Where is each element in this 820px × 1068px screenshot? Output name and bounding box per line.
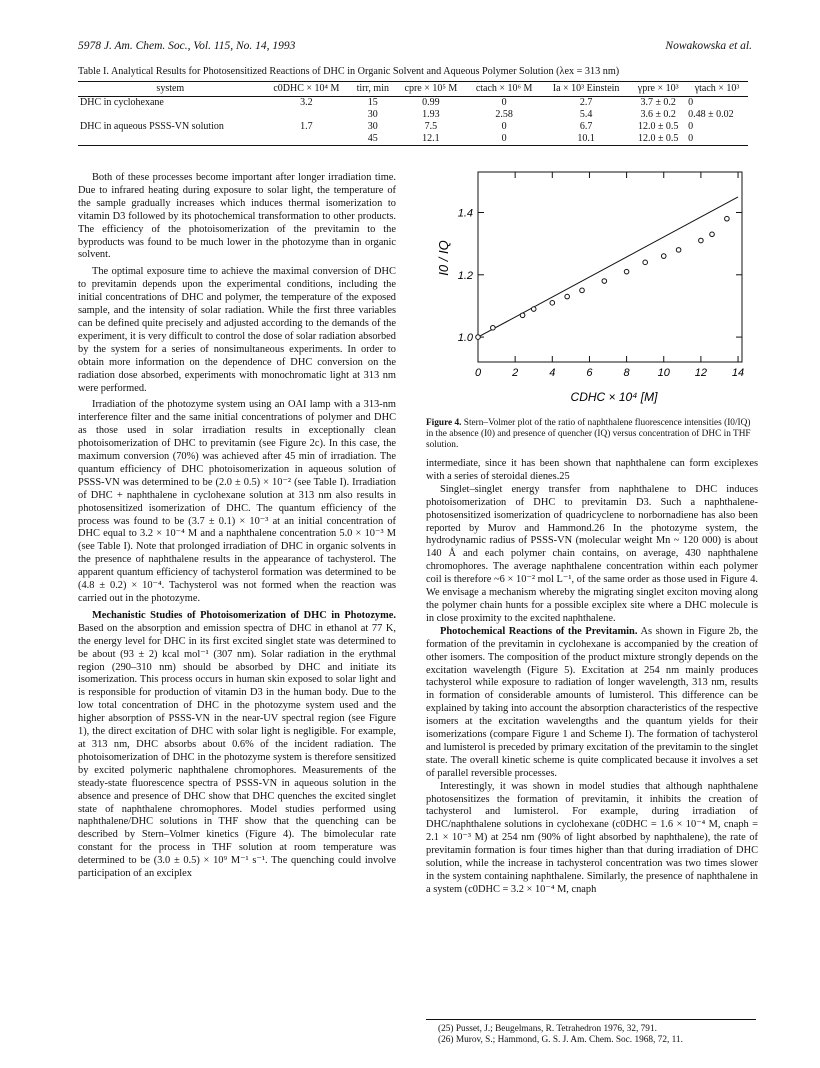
data-point (643, 260, 648, 265)
x-tick-label: 14 (731, 367, 745, 379)
table-body (78, 97, 748, 146)
table-cell: 0 (501, 121, 507, 132)
table-row (78, 109, 748, 121)
data-point (710, 232, 715, 237)
table-header-cell: system (78, 82, 263, 97)
table-cell: 0 (688, 121, 694, 132)
data-point (602, 279, 607, 284)
table-cell: 0 (501, 97, 507, 108)
data-point (580, 288, 585, 293)
data-point (661, 254, 666, 259)
table-header-cell: γpre × 10³ (630, 82, 686, 97)
table-header-cell: c0DHC × 10⁴ M (263, 82, 350, 97)
table-header-cell: tirr, min (350, 82, 395, 97)
footnote-rule (426, 1019, 756, 1020)
x-tick-label: 12 (694, 367, 708, 379)
data-point (565, 294, 570, 299)
paragraph: intermediate, since it has been shown that naphthalene can form exciplexes with a series of steroidal dienes.25 (426, 458, 758, 482)
running-header-left: 5978 J. Am. Chem. Soc., Vol. 115, No. 14, 1993 (78, 40, 296, 52)
data-point (624, 269, 629, 274)
x-tick-label: 8 (623, 367, 630, 379)
table-row (78, 121, 748, 133)
table-cell: 3.7 ± 0.2 (640, 97, 676, 108)
section-heading: Mechanistic Studies of Photoisomerization of DHC in Photozyme. (92, 609, 396, 621)
table-cell: 1.7 (300, 121, 313, 132)
paragraph-text: As shown in Figure 2b, the formation of the previtamin in cyclohexane is accompanied by the creation of other isomers. The composition of the product mixture strongly depends on the excitation wavelength (Figure 5). Excitation at 254 nm mainly produces tachysterol while exposure to radiation of longer wavelength, 313 nm, results in formation of considerable amounts of lumisterol. This difference can be explained by taking into account the absorption characteristics of the respective isomers at the excitation wavelengths and the quantum yields for their isomerizations (compare Figure 1 and Scheme I). The formation of tachysterol and lumisterol is preceded by primary excitation of the previtamin to the singlet state. The overall kinetic scheme is quite complicated because it involves a set of parallel reversible processes. (426, 625, 758, 779)
table-cell: 12.0 ± 0.5 (630, 133, 686, 146)
paragraph (426, 626, 758, 781)
y-tick-label: 1.0 (457, 332, 473, 345)
table-header-cell: cpre × 10⁵ M (396, 82, 467, 97)
table-cell: 0 (688, 97, 694, 108)
table-cell: 30 (367, 121, 378, 132)
paragraph (78, 610, 396, 881)
table-row (78, 133, 748, 146)
table-cell: 15 (367, 97, 378, 108)
data-point (491, 325, 496, 330)
x-tick-label: 4 (549, 367, 556, 379)
paragraph: The optimal exposure time to achieve the maximal conversion of DHC to previtamin depends upon the experimental conditions, including the initial concentrations of DHC and polymer, the temperature of the exposed sample, and the intensity of solar radiation. While the first three variables can be defined quite precisely and adjusted according to the demands of the experiment, it is very difficult to control the dose of solar radiation absorbed by the system for a series of nonsimultaneous experiments. In order to obtain more information on the dependence of DHC conversion on the radiation dose absorbed, experiments with monochromatic light at 313 nm were performed. (78, 266, 396, 394)
figure-caption-text: Stern–Volmer plot of the ratio of naphthalene fluorescence intensities (I0/IQ) in the absence (I0) and presence of quencher (IQ) versus concentration of DHC in THF solution. (426, 418, 751, 450)
table-cell: 2.7 (579, 97, 593, 108)
data-point (520, 313, 525, 318)
data-point (550, 301, 555, 306)
table-caption: Table I. Analytical Results for Photosensitized Reactions of DHC in Organic Solvent and Aqueous Polymer Solution (λex = 313 nm) (78, 66, 620, 77)
x-tick-label: 0 (474, 367, 482, 379)
y-axis-label: I0 / IQ (436, 240, 451, 276)
right-column (426, 458, 758, 897)
section-heading: Photochemical Reactions of the Previtamin. (440, 625, 638, 637)
table-cell: 10.1 (542, 133, 630, 146)
table-cell (78, 109, 263, 121)
data-points (476, 216, 729, 339)
table-cell: 2.58 (495, 109, 513, 120)
x-tick-label: 6 (586, 367, 593, 379)
plot-frame (478, 172, 742, 362)
running-header-right: Nowakowska et al. (665, 40, 752, 52)
table-cell: 7.5 (424, 121, 438, 132)
left-column (78, 172, 396, 881)
paragraph-text: Based on the absorption and emission spectra of DHC in ethanol at 77 K, the energy level for DHC in its first excited singlet state was determined to be about (93 ± 2) kcal mol⁻¹ (307 nm). Solar radiation in the erythmal region (290–310 nm) should be absorbed by DHC and initiate its isomerization. This process occurs in human skin exposed to solar light and is responsible for production of vitamin D3 in the human body. Due to the low total concentration of DHC in the photozyme system used and the higher absorption of PSSS-VN in the near-UV spectral region (see Figure 1), the direct excitation of DHC with solar light is negligible. For example, at 313 nm, DHC absorbs about 0.6% of the incident radiation. The photoisomerization of DHC in the photozyme system is therefore sensitized by excited polymeric naphthalene chromophores. Measurements of the steady-state fluorescence spectra of PSSS-VN in aqueous solution in the absence and presence of DHC show that DHC quenches the excited singlet state of naphthalene chromophores. Model studies performed using naphthalene/DHC solutions in THF show that the quenching can be described by Stern–Volmer kinetics (Figure 4). The bimolecular rate constant for the process in THF solution at room temperature was determined to be (3.0 ± 0.5) × 10⁹ M⁻¹ s⁻¹. The quenching could involve participation of an exciplex (78, 622, 396, 880)
table-header-row (78, 82, 748, 97)
table-cell: 5.4 (579, 109, 593, 120)
figure-caption (426, 418, 758, 451)
reference-item: (26) Murov, S.; Hammond, G. S. J. Am. Chem. Soc. 1968, 72, 11. (438, 1035, 683, 1046)
table-cell: DHC in aqueous PSSS-VN solution (80, 121, 224, 132)
table-cell: 0.48 ± 0.02 (688, 109, 734, 120)
figure-4-plot (428, 166, 758, 406)
table-cell: 12.1 (396, 133, 467, 146)
x-axis-ticks (475, 172, 744, 379)
paragraph: Irradiation of the photozyme system using an OAI lamp with a 313-nm interference filter and the same initial concentrations of polymer and DHC as those used in solar irradiation results in exceptionally clean photoisomerization of DHC to previtamin (see Figure 2c). In this case, the maximum conversion (70%) was achieved after 45 min of irradiation. The quantum efficiency of DHC photoisomerization in aqueous solution of PSSS-VN was determined to be (2.0 ± 0.5) × 10⁻² (see Table I). Irradiation of DHC + naphthalene in cyclohexane solution at 313 nm also results in photosensitized isomerization of DHC. The quantum efficiency of the process was found to be (3.7 ± 0.1) × 10⁻³ at an initial concentration of DHC equal to 3.2 × 10⁻⁴ M and a naphthalene concentration 5.0 × 10⁻³ M (see Table I). Note that prolonged irradiation of DHC in organic solvents in the presence of naphthalene results in the appearance of tachysterol. The apparent quantum efficiency of tachysterol formation was determined to be (4.8 ± 0.2) × 10⁻⁴. Tachysterol was not formed when the reaction was carried out in the photozyme. (78, 399, 396, 604)
table-cell: 3.2 (300, 97, 313, 108)
table-cell: 0 (466, 133, 542, 146)
table-header-cell: Ia × 10³ Einstein (542, 82, 630, 97)
table-cell: DHC in cyclohexane (80, 97, 164, 108)
reference-item: (25) Pusset, J.; Beugelmans, R. Tetrahedron 1976, 32, 791. (438, 1024, 657, 1034)
table-cell (263, 133, 350, 146)
table-header-cell: γtach × 10³ (686, 82, 748, 97)
table-cell (263, 109, 350, 121)
results-table (78, 81, 748, 146)
table-cell: 1.93 (422, 109, 440, 120)
paragraph: Both of these processes become important after longer irradiation time. Due to infrared heating during exposure to solar light, the temperature of the sample gradually increases which induces thermal isomerization to vitamin D3 followed by its photochemical transformation to other products. The efficiency of the photoisomerization of the previtamin to the byproducts was found to be much lower in the photozyme than in organic solvent. (78, 172, 396, 261)
table-cell: 3.6 ± 0.2 (640, 109, 676, 120)
data-point (725, 216, 730, 221)
x-axis-label: CDHC × 10⁴ [M] (570, 390, 658, 404)
y-axis-ticks (458, 207, 742, 344)
table-header-cell: ctach × 10⁶ M (466, 82, 542, 97)
fit-line (478, 197, 738, 337)
y-tick-label: 1.2 (457, 269, 473, 282)
paragraph: Singlet–singlet energy transfer from naphthalene to DHC induces photoisomerization of DHC to previtamin D3. Such a naphthalene-photosensitized isomerization of quadricyclene to norbornadiene has also been reported by Murov and Hammond.26 In the photozyme system, the hydrodynamic radius of PSSS-VN (molecular weight Mn ~ 120 000) is about 140 Å and each polymer chain contains, on average, 430 naphthalene chromophores. The average naphthalene concentration within each polymer coil is therefore ~6 × 10⁻² mol L⁻¹, of the same order as those used in Figure 4. We envisage a mechanism whereby the migrating singlet exciton moving along the polymer chain hunts for a possible exciplex site where a DHC molecule is in close proximity to the excited naphthalene. (426, 483, 758, 624)
table-row (78, 97, 748, 110)
table-cell: 0.99 (422, 97, 440, 108)
x-tick-label: 10 (657, 367, 670, 379)
paragraph: Interestingly, it was shown in model studies that although naphthalene photosensitizes the formation of previtamin, it inhibits the creation of tachysterol and lumisterol. For example, during irradiation of DHC/naphthalene solutions in cyclohexane (c0DHC = 1.6 × 10⁻⁴ M, cnaph = 2.1 × 10⁻³ M) at 254 nm (90% of light absorbed by naphthalene), the rate of previtamin formation is four times higher than that during irradiation of DHC solution, while the increase in tachysterol concentration was two times slower in the system containing naphthalene. Similarly, the presence of naphthalene in a system (c0DHC = 3.2 × 10⁻⁴ M, cnaph (426, 780, 758, 895)
table-cell: 6.7 (579, 121, 593, 132)
table-cell (78, 133, 263, 146)
table-cell: 12.0 ± 0.5 (637, 121, 679, 132)
table-cell: 45 (350, 133, 395, 146)
data-point (676, 248, 681, 253)
x-tick-label: 2 (512, 367, 519, 379)
data-point (699, 238, 704, 243)
table-cell: 30 (367, 109, 378, 120)
data-point (531, 307, 536, 312)
table-cell: 0 (686, 133, 748, 146)
y-tick-label: 1.4 (457, 207, 473, 220)
figure-caption-label: Figure 4. (426, 418, 462, 428)
references (426, 1024, 758, 1047)
data-point (476, 335, 481, 340)
